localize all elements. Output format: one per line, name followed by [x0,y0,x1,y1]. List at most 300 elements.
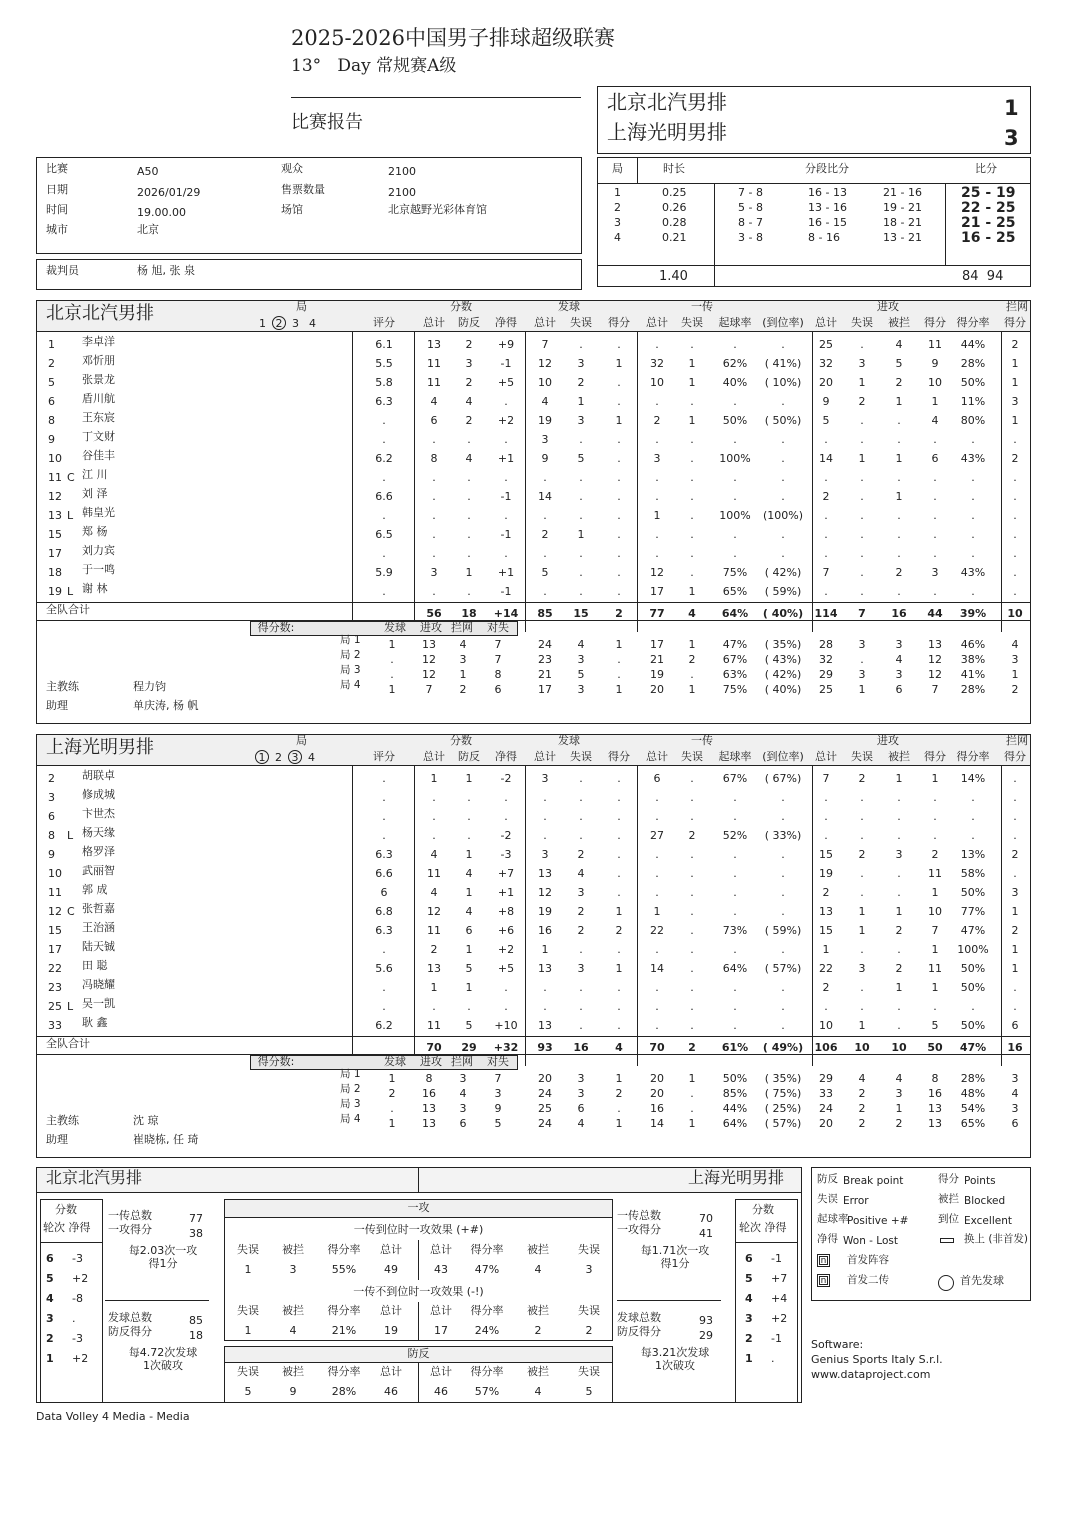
rotation-net: -3 [72,1252,83,1265]
set-stat-cell: 1 [688,1072,696,1085]
stat-cell: . [1013,810,1017,823]
stat-cell: 2 [895,566,903,579]
total-cell: 4 [688,607,696,620]
stat-cell: 1 [895,452,903,465]
points-header: 分数 [450,300,472,313]
stat-cell: . [432,547,436,560]
stat-cell: 1 [465,848,473,861]
set-stat-cell: 24 [538,1117,552,1130]
stat-cell: . [860,338,864,351]
rotation-number: 4 [46,1292,54,1305]
set-number: 4 [614,231,621,244]
legend-desc: 首发二传 [847,1274,889,1286]
stat-cell: . [543,509,547,522]
home-trans-label: 防反得分 [108,1325,152,1338]
total-cell: 70 [426,1041,442,1054]
set-stat-cell: 1 [858,683,866,696]
set-partial-8: 7 - 8 [738,186,763,199]
stat-cell: . [860,886,864,899]
stat-cell: 1 [858,452,866,465]
stat-cell: . [733,943,737,956]
title-rule [291,97,581,98]
total-duration: 1.40 [659,269,688,284]
player-number: 12 [48,490,62,503]
set-played-4: 4 [308,751,315,764]
attack-col-value: 55% [331,1263,357,1276]
stat-cell: 4 [430,395,438,408]
home-serve-total: 85 [189,1314,203,1327]
player-number: 10 [48,452,62,465]
stat-cell: 1 [931,943,939,956]
stat-cell: . [690,566,694,579]
set-stat-cell: 3 [1011,1102,1019,1115]
set-stat-cell: 25 [538,1102,552,1115]
stat-cell: . [897,414,901,427]
attack-col-header: 得分率 [470,1243,504,1256]
stat-cell: . [1013,867,1017,880]
score-header-3: 拦网 [451,621,473,634]
stat-cell: . [655,433,659,446]
stat-cell: . [690,395,694,408]
rotation-net: -1 [771,1252,782,1265]
rotation-net: +4 [771,1292,788,1305]
stat-cell: 1 [653,905,661,918]
player-name: 郑 杨 [82,525,108,538]
stat-cell: . [733,791,737,804]
set-stat-cell: 2 [688,653,696,666]
set-stat-cell: 1 [615,683,623,696]
stat-cell: . [382,791,386,804]
stat-cell: 1 [858,905,866,918]
stat-cell: . [655,943,659,956]
stat-cell: 13 [427,962,441,975]
set-number: 3 [614,216,621,229]
software-label: Software: [811,1338,864,1351]
stat-cell: . [655,471,659,484]
pos-title: 一传到位时一攻效果 (+#) [353,1223,484,1236]
away-rec-total: 70 [699,1212,713,1225]
stat-cell: . [733,867,737,880]
set-row-label: 局 1 [340,634,361,646]
set-stat-cell: ( 35%) [764,1072,802,1085]
stat-cell: 5.6 [375,962,393,975]
attack-col-header: 失误 [237,1365,259,1378]
player-name: 武丽智 [82,864,115,877]
stat-cell: 2 [895,962,903,975]
stat-cell: . [1013,1000,1017,1013]
stat-cell: 4 [465,867,473,880]
set-score-cell: 7 [494,638,502,651]
attack-col-header: 被拦 [527,1243,549,1256]
stat-cell: 2 [577,376,585,389]
set-score-cell: 1 [388,1072,396,1085]
stat-cell: . [579,791,583,804]
player-name: 陆天铖 [82,940,115,953]
coach-label: 主教练 [46,1114,79,1127]
stat-cell: 2 [895,924,903,937]
total-rule [36,602,1031,603]
away-rec-total-label: 一传总数 [617,1209,661,1222]
sub-header-5: 得分 [608,316,630,329]
player-number: 5 [48,376,55,389]
home-rec-total-label: 一传总数 [108,1209,152,1222]
stat-cell: (100%) [762,509,804,522]
stat-cell: 58% [960,867,986,880]
away-rate: 每1.71次一攻 [640,1244,710,1257]
stat-cell: 77% [960,905,986,918]
stat-cell: 75% [722,566,748,579]
sub-header-2: 净得 [495,750,517,763]
set-stat-cell: 3 [858,638,866,651]
stat-cell: 6 [1011,1019,1019,1032]
set-partial-21: 21 - 16 [883,186,922,199]
stat-cell: 13 [538,867,552,880]
stat-cell: . [617,395,621,408]
set-row-label: 局 3 [340,664,361,676]
stat-cell: 6.3 [375,848,393,861]
stat-cell: . [781,867,785,880]
player-name: 田 聪 [82,959,108,972]
starter-legend-square: n [817,1254,830,1267]
stat-cell: . [971,471,975,484]
stat-cell: . [933,585,937,598]
stat-cell: 2 [1011,452,1019,465]
stat-cell: 2 [688,829,696,842]
player-number: 15 [48,924,62,937]
home-first-pts-label: 一攻得分 [108,1223,152,1236]
player-number: 2 [48,357,55,370]
set-stat-cell: 25 [819,683,833,696]
attack-col-value: 57% [474,1385,500,1398]
stat-cell: . [933,829,937,842]
stat-cell: 1 [653,509,661,522]
attack-col-header: 失误 [237,1243,259,1256]
player-name: 王东宸 [82,411,115,424]
stat-cell: 5.8 [375,376,393,389]
stat-cell: 2 [615,924,623,937]
set-stat-cell: 21 [538,668,552,681]
set-score: 22 - 25 [961,200,1016,216]
set-stat-cell: 32 [819,653,833,666]
home-rate: 每2.03次一攻 [128,1244,198,1257]
set-stat-cell: 13 [928,1102,942,1115]
stat-cell: . [781,395,785,408]
sub-header-3: 总计 [534,750,556,763]
away-break2: 1次破攻 [655,1359,695,1372]
player-number: 1 [48,338,55,351]
stat-cell: 1 [465,772,473,785]
set-stat-cell: 1 [688,683,696,696]
sub-header-8: 起球率 [718,750,752,763]
stat-cell: 2 [895,376,903,389]
score-header-0: 得分数: [257,621,295,634]
rotation-number: 6 [46,1252,54,1265]
stat-cell: . [860,509,864,522]
set-stat-cell: 4 [577,1117,585,1130]
legend-term: 起球率 [817,1213,849,1225]
legend-term: 得分 [938,1173,959,1185]
stat-cell: . [579,433,583,446]
stat-cell: 6 [380,886,388,899]
sets-col-score: 比分 [975,162,997,175]
set-row-label: 局 3 [340,1098,361,1110]
player-number: 9 [48,848,55,861]
stat-cell: 32 [650,357,664,370]
set-number: 2 [614,201,621,214]
first-serve-circle-icon [938,1275,954,1291]
set-score-cell: 1 [388,638,396,651]
home-summary-rule [105,1300,209,1301]
attack-col-value: 46 [384,1385,398,1398]
stat-cell: 4 [465,905,473,918]
away-break: 每3.21次发球 [640,1346,710,1359]
stat-cell: 7 [822,772,830,785]
stat-cell: . [382,1000,386,1013]
attack-col-header: 被拦 [282,1243,304,1256]
stat-cell: 20 [819,376,833,389]
stat-cell: 4 [931,414,939,427]
attack-header: 进攻 [877,734,899,747]
set-partial-16: 16 - 15 [808,216,847,229]
rotation-net: . [771,1352,775,1365]
total-cell: 18 [461,607,477,620]
stat-cell: 2 [653,414,661,427]
tickets-value: 2100 [388,186,416,199]
stat-cell: 1 [895,772,903,785]
sub-header-12: 被拦 [888,316,910,329]
set-score-cell: 13 [422,638,436,651]
attack-col-value: 49 [384,1263,398,1276]
stat-cell: 1 [895,395,903,408]
set-played-2: 2 [275,751,282,764]
attack-col-header: 得分率 [470,1365,504,1378]
stat-cell: 50% [722,414,748,427]
stat-cell: 50% [960,962,986,975]
stat-cell: . [781,791,785,804]
set-stat-cell: 2 [858,1117,866,1130]
stat-cell: 1 [688,414,696,427]
stat-cell: . [897,471,901,484]
stat-cell: . [1013,528,1017,541]
set-partial-21: 13 - 21 [883,231,922,244]
stat-cell: 65% [722,585,748,598]
attack-col-value: 46 [434,1385,448,1398]
stat-cell: . [897,1000,901,1013]
stat-cell: . [860,585,864,598]
attack-col-value: 9 [289,1385,297,1398]
assistant-names: 崔晓栋, 任 琦 [133,1133,199,1146]
stat-cell: 2 [577,905,585,918]
rotation-number: 5 [46,1272,54,1285]
stat-cell: -1 [500,490,512,503]
stat-cell: 3 [541,433,549,446]
referee-box [36,259,582,290]
stat-cell: 6 [465,924,473,937]
set-stat-cell: 20 [819,1117,833,1130]
stat-cell: 2 [577,848,585,861]
sets-divider [945,183,946,265]
stat-cell: . [933,528,937,541]
match-label: 比赛 [46,162,68,175]
stat-cell: 13 [538,1019,552,1032]
stat-cell: 11% [960,395,986,408]
stat-cell: 12 [650,566,664,579]
stat-cell: . [733,905,737,918]
stat-cell: 3 [1011,886,1019,899]
stat-cell: -3 [500,848,512,861]
reception-header: 一传 [691,300,713,313]
time-label: 时间 [46,203,68,216]
total-cell: 10 [854,1041,870,1054]
stat-cell: 11 [928,962,942,975]
stat-cell: . [860,490,864,503]
stat-cell: 6 [653,772,661,785]
stat-cell: ( 50%) [764,414,802,427]
player-number: 12 [48,905,62,918]
attack-col-value: 4 [534,1385,542,1398]
stat-cell: . [690,772,694,785]
stat-cell: . [690,886,694,899]
stat-cell: . [1013,471,1017,484]
attack-col-header: 被拦 [527,1304,549,1317]
stat-cell: . [655,886,659,899]
attack-col-header: 总计 [430,1365,452,1378]
stat-cell: . [617,433,621,446]
set-stat-cell: 29 [819,1072,833,1085]
stat-cell: . [690,509,694,522]
stat-cell: 6 [931,452,939,465]
set-stat-cell: 3 [1011,653,1019,666]
stat-cell: 1 [1011,962,1019,975]
referee-label: 裁判员 [46,264,79,277]
stat-cell: . [1013,566,1017,579]
stat-cell: . [382,585,386,598]
attack-col-header: 总计 [380,1365,402,1378]
set-stat-cell: ( 35%) [764,638,802,651]
player-role: L [67,585,74,598]
stat-cell: 6.1 [375,338,393,351]
stat-cell: 3 [541,848,549,861]
stat-cell: . [971,490,975,503]
total-cell: 93 [537,1041,553,1054]
player-role: L [67,509,74,522]
stat-cell: 8 [430,452,438,465]
set-score-cell: 2 [388,1087,396,1100]
stat-cell: . [504,433,508,446]
total-cell: 77 [649,607,665,620]
set-stat-cell: 3 [577,683,585,696]
stat-cell: 64% [722,962,748,975]
player-name: 郭 成 [82,883,108,896]
player-name: 谢 林 [82,582,108,595]
stat-cell: 2 [931,848,939,861]
assistant-label: 助理 [46,699,68,712]
set-stat-cell: 4 [577,638,585,651]
stat-cell: . [971,1000,975,1013]
stat-cell: 10 [819,1019,833,1032]
total-cell: 7 [858,607,866,620]
stat-cell: 3 [653,452,661,465]
stat-cell: +5 [497,376,515,389]
set-stat-cell: 20 [650,1072,664,1085]
player-name: 张景龙 [82,373,115,386]
stat-cell: . [617,1019,621,1032]
stat-cell: . [860,528,864,541]
rating-header: 评分 [373,750,395,763]
stat-cell: . [432,528,436,541]
total-label: 全队合计 [46,603,90,616]
set-score-cell: 16 [422,1087,436,1100]
stat-cell: . [579,810,583,823]
stat-cell: . [579,490,583,503]
stat-cell: . [579,1000,583,1013]
set-stat-cell: 64% [722,1117,748,1130]
stat-cell: . [733,528,737,541]
stat-cell: 1 [688,376,696,389]
total-cell: 106 [814,1041,838,1054]
stat-cell: . [543,829,547,842]
stat-cell: . [690,791,694,804]
set-stat-cell: 28 [819,638,833,651]
stat-cell: 52% [722,829,748,842]
legend-term: 失误 [817,1193,838,1205]
stat-cell: . [579,471,583,484]
sub-header-12: 被拦 [888,750,910,763]
stat-cell: 2 [1011,924,1019,937]
set-score-cell: 12 [422,668,436,681]
stat-cell: 1 [858,1019,866,1032]
stat-cell: 27 [650,829,664,842]
home-rotation-sub: 轮次 净得 [43,1221,91,1234]
set-stat-cell: 16 [650,1102,664,1115]
stat-cell: . [617,943,621,956]
stat-cell: 19 [819,867,833,880]
stat-cell: . [690,433,694,446]
stat-cell: . [971,791,975,804]
rotation-number: 5 [745,1272,753,1285]
set-duration: 0.28 [662,216,687,229]
total-cell: 70 [649,1041,665,1054]
stat-cell: . [897,791,901,804]
set-score-cell: 12 [422,653,436,666]
set-stat-cell: 28% [960,1072,986,1085]
stat-cell: 5 [822,414,830,427]
attack-col-header: 失误 [578,1365,600,1378]
set-duration: 0.25 [662,186,687,199]
set-stat-cell: 17 [538,683,552,696]
player-name: 杨天缘 [82,826,115,839]
set-stat-cell: 29 [819,668,833,681]
stat-cell: +1 [497,566,515,579]
set-stat-cell: . [617,653,621,666]
set-score-cell: 8 [425,1072,433,1085]
rating-header: 评分 [373,316,395,329]
stat-cell: . [655,395,659,408]
stat-cell: . [733,547,737,560]
stat-cell: . [690,338,694,351]
sub-header-14: 得分率 [956,316,990,329]
stat-cell: . [933,490,937,503]
block-header: 拦网 [1006,734,1028,747]
stat-cell: . [504,791,508,804]
stat-cell: . [655,981,659,994]
score-header-2: 进攻 [420,1055,442,1068]
player-name: 于一鸣 [82,563,115,576]
set-row-label: 局 4 [340,679,361,691]
set-played-3: 3 [288,750,302,764]
stat-cell: . [467,509,471,522]
set-stat-cell: 1 [615,638,623,651]
